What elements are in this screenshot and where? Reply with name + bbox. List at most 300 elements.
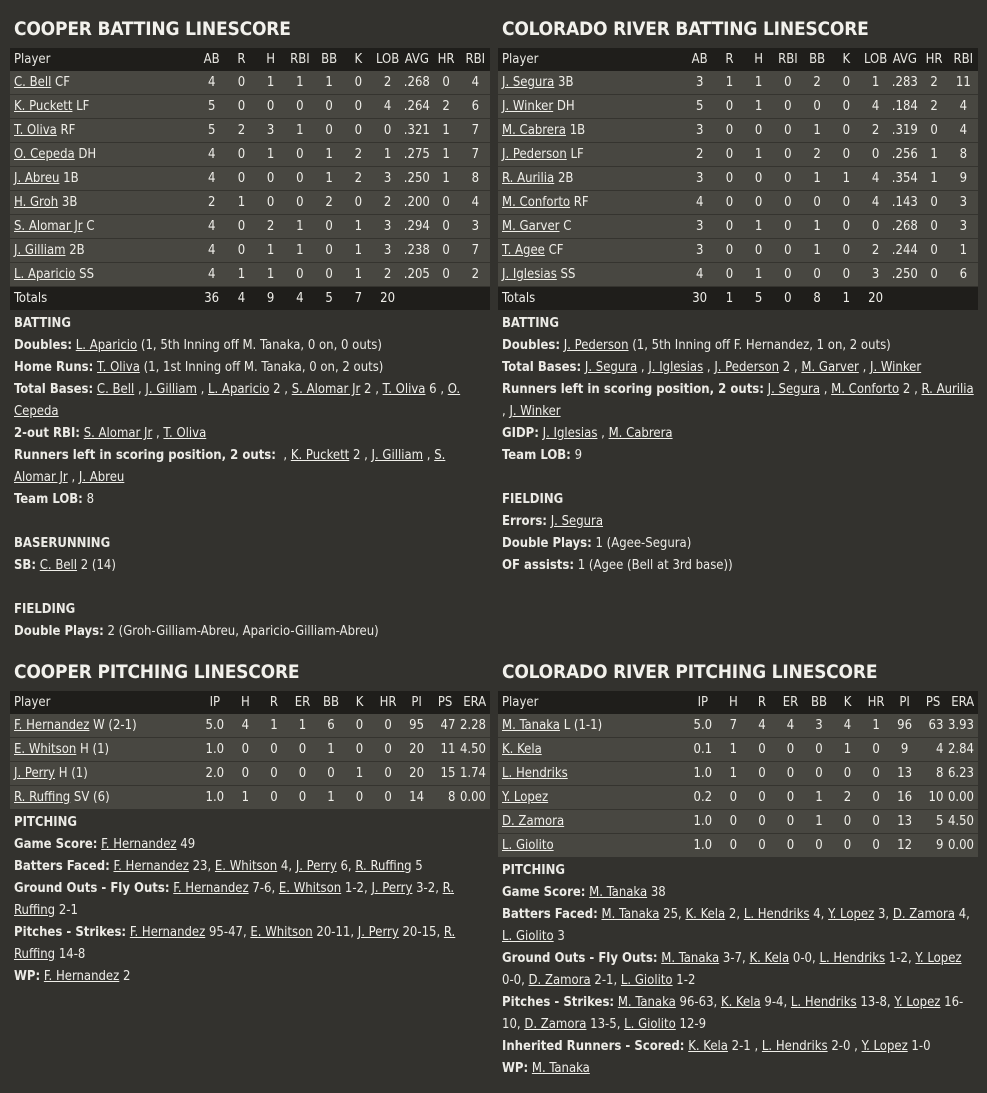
stat-cell: 0 (231, 762, 260, 786)
player-link[interactable]: J. Segura (502, 75, 555, 90)
column-header[interactable]: AB (197, 48, 227, 71)
column-header[interactable]: HR (919, 48, 948, 71)
player-link[interactable]: C. Bell (39, 558, 78, 573)
stat-cell: 0 (256, 167, 285, 191)
team-lob-line (502, 445, 974, 467)
player-link[interactable]: L. Giolito (502, 838, 554, 853)
stat-cell: 4.50 (947, 810, 978, 834)
player-link[interactable]: M. Tanaka (601, 907, 660, 922)
player-link[interactable]: H. Groh (14, 195, 59, 210)
column-header[interactable]: H (744, 48, 773, 71)
stat-cell: .250 (402, 167, 431, 191)
position-label: DH (78, 147, 97, 162)
stat-cell: 0 (919, 215, 948, 239)
table-row (10, 714, 490, 738)
column-header[interactable]: ER (776, 691, 805, 714)
player-link[interactable]: S. Alomar Jr (14, 448, 446, 485)
stat-cell: 0 (919, 191, 948, 215)
column-header[interactable]: R (748, 691, 777, 714)
stat-cell: 1 (725, 75, 734, 90)
player-link[interactable]: J. Segura (550, 514, 604, 529)
column-header[interactable]: PS (431, 691, 460, 714)
player-link[interactable]: M. Cabrera (608, 426, 673, 441)
player-link[interactable]: J. Abreu (78, 470, 125, 485)
stat-cell: 0 (776, 738, 805, 762)
player-link[interactable]: M. Tanaka (617, 995, 676, 1010)
stat-cell: 0 (776, 810, 805, 834)
stat-cell: 0 (784, 75, 792, 90)
stat-cell: 8 (919, 762, 948, 786)
player-link[interactable]: K. Kela (685, 907, 726, 922)
stat-text: 2 (119, 969, 131, 984)
stat-cell: 1 (285, 215, 314, 239)
totals-cell: 0 (773, 287, 802, 311)
stat-text: 2-0 , (827, 1039, 862, 1054)
stat-cell: 3 (861, 263, 890, 287)
player-link[interactable]: F. Hernandez (113, 859, 189, 874)
decision-label: W (2-1) (93, 718, 137, 733)
player-link[interactable]: M. Tanaka (661, 951, 720, 966)
stat-cell: 11 (431, 738, 460, 762)
player-link[interactable]: L. Hendriks (819, 951, 886, 966)
player-link[interactable]: F. Hernandez (43, 969, 120, 984)
stat-text: 3-7, (719, 951, 750, 966)
column-header[interactable]: K (833, 691, 862, 714)
stat-cell: 2 (861, 239, 890, 263)
player-link[interactable]: D. Zamora (524, 1017, 587, 1032)
player-link[interactable]: L. Aparicio (14, 267, 76, 282)
stat-cell: 4 (207, 75, 216, 90)
cooper-batting-table (10, 48, 490, 310)
player-link[interactable]: L. Giolito (624, 1017, 676, 1032)
column-header[interactable]: HR (374, 691, 403, 714)
stat-cell: 0 (833, 810, 862, 834)
player-link[interactable]: L. Hendriks (743, 907, 810, 922)
player-cell (498, 834, 687, 858)
table-row (498, 119, 978, 143)
stat-cell: 1 (298, 718, 307, 733)
column-header[interactable]: LOB (373, 48, 402, 71)
column-header[interactable]: PI (402, 691, 431, 714)
player-link[interactable]: L. Hendriks (790, 995, 857, 1010)
stat-cell: 3 (949, 191, 978, 215)
player-link[interactable]: J. Perry (357, 925, 399, 940)
pitches-strikes-line (14, 922, 486, 966)
player-link[interactable]: Y. Lopez (502, 790, 549, 805)
player-link[interactable]: K. Kela (688, 1039, 728, 1054)
player-link[interactable]: C. Bell (14, 75, 52, 90)
player-link[interactable]: Y. Lopez (915, 951, 962, 966)
stat-cell: 3 (685, 239, 715, 263)
column-header[interactable]: H (719, 691, 748, 714)
stat-cell: 0 (354, 75, 363, 90)
stat-cell: 3 (695, 75, 704, 90)
player-link[interactable]: M. Conforto (502, 195, 571, 210)
player-link[interactable]: J. Iglesias (648, 360, 704, 375)
column-header[interactable]: AVG (890, 48, 919, 71)
errors-line (502, 511, 974, 533)
totals-cell (919, 287, 948, 311)
position-label: C (86, 219, 95, 234)
player-link[interactable]: L. Hendriks (502, 766, 568, 781)
column-header[interactable]: HR (862, 691, 891, 714)
player-link[interactable]: Y. Lopez (861, 1039, 908, 1054)
stat-cell: 0 (715, 143, 744, 167)
stat-cell: 1 (227, 191, 256, 215)
stat-text: 2 , (360, 382, 383, 397)
position-label: 3B (61, 195, 78, 210)
player-link[interactable]: M. Tanaka (531, 1061, 590, 1076)
stat-cell: 1 (315, 143, 344, 167)
player-link[interactable]: Y. Lopez (828, 907, 875, 922)
stat-text: 1-2, (885, 951, 916, 966)
stat-cell: 2 (373, 191, 402, 215)
player-link[interactable]: J. Gilliam (145, 382, 197, 397)
totals-cell (431, 287, 460, 311)
stat-cell: 4 (685, 191, 715, 215)
stat-cell: 4 (758, 718, 766, 733)
player-link[interactable]: M. Conforto (831, 382, 900, 397)
player-link[interactable]: J. Winker (509, 404, 561, 419)
column-header[interactable]: BB (315, 48, 344, 71)
stat-cell: 0 (315, 263, 344, 287)
stat-cell: .264 (402, 95, 431, 119)
table-row (10, 167, 490, 191)
stat-cell: 0 (285, 167, 314, 191)
stat-cell: 4 (919, 738, 948, 762)
table-row (498, 834, 978, 858)
stat-cell: 1 (231, 786, 260, 810)
stat-cell: 5.0 (205, 718, 225, 733)
stat-cell: 9 (890, 738, 919, 762)
player-link[interactable]: R. Ruffing (14, 925, 456, 962)
stat-cell: 12 (890, 834, 919, 858)
batters-faced-label: Batters Faced: (502, 907, 598, 922)
stat-text: 3-2, (412, 881, 443, 896)
column-header[interactable]: Player (498, 48, 685, 71)
stat-text: 95-47, (205, 925, 251, 940)
player-cell (498, 143, 685, 167)
table-row (498, 786, 978, 810)
stat-cell: 2 (383, 75, 392, 90)
stat-cell: 0 (748, 786, 777, 810)
inherited-runners-label: Inherited Runners - Scored: (502, 1039, 685, 1054)
player-link[interactable]: Y. Lopez (894, 995, 941, 1010)
column-header[interactable]: K (832, 48, 861, 71)
stat-cell: 0 (832, 95, 861, 119)
double-plays-line (502, 533, 974, 555)
column-header[interactable]: RBI (285, 48, 314, 71)
column-header[interactable]: R (260, 691, 289, 714)
stat-text: 6 , (425, 382, 448, 397)
player-link[interactable]: E. Whitson (14, 742, 77, 757)
player-link[interactable]: R. Ruffing (14, 881, 455, 918)
column-header[interactable]: RBI (461, 48, 490, 71)
position-label: SS (560, 267, 576, 282)
stat-text: 20-11, (312, 925, 358, 940)
totals-cell: 1 (715, 287, 744, 311)
stat-text: 0-0, (502, 973, 529, 988)
stat-cell: 2 (461, 263, 490, 287)
stat-cell: 2 (373, 263, 402, 287)
totals-cell (461, 287, 490, 311)
column-header[interactable]: K (345, 691, 374, 714)
risp-label: Runners left in scoring position, 2 outs: (502, 382, 764, 397)
stat-cell: 1 (317, 738, 346, 762)
stat-cell: 0 (260, 786, 289, 810)
stat-cell: 1 (744, 95, 773, 119)
stat-cell: 0.1 (687, 738, 720, 762)
player-link[interactable]: E. Whitson (250, 925, 313, 940)
player-cell (498, 810, 687, 834)
total-bases-label: Total Bases: (502, 360, 582, 375)
stat-cell: 1.0 (199, 738, 232, 762)
column-header[interactable]: BB (803, 48, 832, 71)
player-cell (498, 215, 685, 239)
gidp-label: GIDP: (502, 426, 539, 441)
stat-cell: 4 (861, 95, 890, 119)
position-label: LF (570, 147, 584, 162)
player-link[interactable]: R. Ruffing (355, 859, 412, 874)
column-header[interactable]: ERA (947, 691, 978, 714)
column-header[interactable]: AB (685, 48, 715, 71)
stat-cell: 1 (431, 167, 460, 191)
column-header[interactable]: R (715, 48, 744, 71)
player-link[interactable]: T. Oliva (163, 426, 207, 441)
stat-cell: 2 (197, 191, 227, 215)
stat-text: 2 (14) (77, 558, 116, 573)
player-cell (498, 786, 687, 810)
player-link[interactable]: J. Segura (584, 360, 638, 375)
stat-cell: 0 (315, 119, 344, 143)
player-link[interactable]: K. Kela (749, 951, 790, 966)
player-link[interactable]: J. Gilliam (14, 243, 66, 258)
stat-cell: 1 (270, 718, 278, 733)
stat-cell: 1 (832, 167, 861, 191)
position-label: C (563, 219, 572, 234)
column-header[interactable]: RBI (949, 48, 978, 71)
team-lob-label: Team LOB: (14, 492, 83, 507)
column-header[interactable]: HR (431, 48, 460, 71)
column-header[interactable]: Player (498, 691, 687, 714)
player-link[interactable]: L. Aparicio (208, 382, 270, 397)
player-link[interactable]: M. Garver (502, 219, 560, 234)
stat-cell: 0 (862, 738, 891, 762)
position-label: 3B (558, 75, 574, 90)
player-link[interactable]: C. Bell (96, 382, 135, 397)
cooper-pitching-title: COOPER PITCHING LINESCORE (14, 661, 300, 683)
cooper-batting-title: COOPER BATTING LINESCORE (14, 18, 291, 40)
fielding-heading: FIELDING (502, 492, 564, 507)
player-link[interactable]: J. Abreu (14, 171, 60, 186)
totals-cell (890, 287, 919, 311)
player-link[interactable]: E. Whitson (214, 859, 278, 874)
stat-cell: 0 (832, 119, 861, 143)
stat-cell: 4 (241, 718, 250, 733)
column-header[interactable]: PS (919, 691, 948, 714)
stat-text: 3 (553, 929, 565, 944)
stat-cell: 0 (805, 834, 834, 858)
player-link[interactable]: T. Oliva (14, 123, 57, 138)
player-link[interactable]: R. Aurilia (921, 382, 974, 397)
column-header[interactable]: RBI (773, 48, 802, 71)
doubles-text: (1, 5th Inning off M. Tanaka, 0 on, 0 outs) (137, 338, 382, 353)
player-link[interactable]: E. Whitson (278, 881, 342, 896)
stat-cell: 15 (431, 762, 460, 786)
player-link[interactable]: T. Oliva (382, 382, 426, 397)
player-cell (10, 738, 199, 762)
column-header[interactable]: BB (317, 691, 346, 714)
totals-cell (949, 287, 978, 311)
stat-cell: 1 (871, 75, 880, 90)
cooper-batting-panel (10, 15, 490, 643)
stat-cell: .283 (891, 75, 918, 90)
player-link[interactable]: J. Segura (767, 382, 820, 397)
column-header[interactable]: Player (10, 691, 199, 714)
totals-cell: 20 (861, 287, 890, 311)
column-header[interactable]: PI (890, 691, 919, 714)
player-link[interactable]: M. Tanaka (589, 885, 648, 900)
stat-cell: 0 (719, 810, 748, 834)
column-header[interactable]: AVG (402, 48, 431, 71)
player-link[interactable]: D. Zamora (892, 907, 955, 922)
stat-cell: 0.00 (947, 834, 978, 858)
player-link[interactable]: K. Kela (720, 995, 761, 1010)
stat-cell: 3 (685, 167, 715, 191)
player-link[interactable]: F. Hernandez (101, 837, 177, 852)
stat-cell: 8 (949, 143, 978, 167)
stat-cell: 0 (832, 191, 861, 215)
player-link[interactable]: J. Perry (14, 766, 55, 781)
table-row (10, 239, 490, 263)
player-link[interactable]: L. Hendriks (761, 1039, 828, 1054)
player-link[interactable]: K. Kela (502, 742, 542, 757)
stat-cell: 3 (373, 239, 402, 263)
player-link[interactable]: J. Winker (502, 99, 554, 114)
stat-cell: 0 (773, 215, 802, 239)
column-header[interactable]: H (231, 691, 260, 714)
player-link[interactable]: L. Giolito (620, 973, 673, 988)
column-header[interactable]: R (227, 48, 256, 71)
stat-cell: 0 (260, 738, 289, 762)
stat-cell: 0 (832, 239, 861, 263)
fielding-heading: FIELDING (14, 602, 76, 617)
stat-cell: 6.23 (947, 762, 978, 786)
column-header[interactable]: ERA (459, 691, 490, 714)
stat-cell: 1 (803, 239, 832, 263)
player-link[interactable]: F. Hernandez (14, 718, 90, 733)
player-link[interactable]: L. Aparicio (75, 338, 138, 353)
column-header[interactable]: LOB (861, 48, 890, 71)
player-link[interactable]: S. Alomar Jr (291, 382, 361, 397)
stat-cell: 0 (719, 834, 748, 858)
player-link[interactable]: O. Cepeda (14, 147, 75, 162)
stat-cell: 7 (461, 143, 490, 167)
stat-cell: 0 (832, 263, 861, 287)
player-link[interactable]: M. Tanaka (502, 718, 560, 733)
player-link[interactable]: M. Cabrera (502, 123, 566, 138)
game-score-label: Game Score: (502, 885, 586, 900)
player-link[interactable]: J. Winker (870, 360, 922, 375)
doubles-line (502, 335, 974, 357)
player-link[interactable]: D. Zamora (528, 973, 591, 988)
stat-cell: 0 (345, 738, 374, 762)
stat-cell: 2 (344, 167, 373, 191)
player-link[interactable]: J. Pederson (714, 360, 780, 375)
position-label: 1B (63, 171, 79, 186)
player-link[interactable]: T. Agee (502, 243, 545, 258)
stat-cell: 14 (402, 786, 431, 810)
batting-heading: BATTING (502, 316, 559, 331)
column-header[interactable]: IP (687, 691, 720, 714)
stat-cell: 4 (685, 263, 715, 287)
stat-cell: 0.00 (947, 786, 978, 810)
stat-cell: 0 (832, 215, 861, 239)
stat-cell: 0 (861, 215, 890, 239)
player-link[interactable]: F. Hernandez (173, 881, 249, 896)
home-runs-line (14, 357, 486, 379)
column-header[interactable]: IP (199, 691, 232, 714)
table-row (10, 71, 490, 95)
player-link[interactable]: J. Perry (295, 859, 337, 874)
player-link[interactable]: J. Pederson (563, 338, 629, 353)
stat-cell: .268 (403, 75, 430, 90)
stat-cell: 0 (803, 191, 832, 215)
player-link[interactable]: F. Hernandez (129, 925, 206, 940)
player-link[interactable]: D. Zamora (502, 814, 565, 829)
player-link[interactable]: K. Puckett (290, 448, 350, 463)
colorado-batting-panel (498, 15, 978, 577)
cooper-pitching-panel (10, 658, 490, 988)
column-header[interactable]: ER (288, 691, 317, 714)
column-header[interactable]: K (344, 48, 373, 71)
wild-pitch-label: WP: (14, 969, 41, 984)
player-link[interactable]: O. Cepeda (14, 382, 461, 419)
stat-cell: 13 (890, 762, 919, 786)
column-header[interactable]: Player (10, 48, 197, 71)
player-link[interactable]: S. Alomar Jr (14, 219, 83, 234)
player-link[interactable]: J. Gilliam (371, 448, 424, 463)
player-link[interactable]: J. Iglesias (502, 267, 557, 282)
player-cell (498, 191, 685, 215)
stat-text: 2, (725, 907, 744, 922)
stat-cell: 0 (227, 215, 256, 239)
stat-cell: 4 (197, 263, 227, 287)
stat-cell: 6 (949, 263, 978, 287)
stat-cell: 0 (748, 810, 777, 834)
cooper-batting-notes (14, 313, 486, 643)
player-link[interactable]: J. Perry (371, 881, 413, 896)
player-link[interactable]: J. Iglesias (542, 426, 598, 441)
player-link[interactable]: L. Giolito (502, 929, 554, 944)
stat-cell: 2 (315, 191, 344, 215)
player-link[interactable]: R. Ruffing (14, 790, 71, 805)
player-link[interactable]: R. Aurilia (502, 171, 555, 186)
player-link[interactable]: M. Garver (801, 360, 859, 375)
total-bases-label: Total Bases: (14, 382, 94, 397)
stat-cell: 2 (930, 75, 938, 90)
stat-cell: 1 (344, 239, 373, 263)
player-link[interactable]: J. Pederson (502, 147, 567, 162)
player-link[interactable]: T. Oliva (97, 360, 140, 375)
stat-cell: 4 (197, 143, 227, 167)
player-link[interactable]: S. Alomar Jr (83, 426, 153, 441)
player-link[interactable]: K. Puckett (14, 99, 73, 114)
column-header[interactable]: BB (805, 691, 834, 714)
column-header[interactable]: H (256, 48, 285, 71)
stat-cell: 0 (773, 191, 802, 215)
stat-cell: 2 (833, 786, 862, 810)
